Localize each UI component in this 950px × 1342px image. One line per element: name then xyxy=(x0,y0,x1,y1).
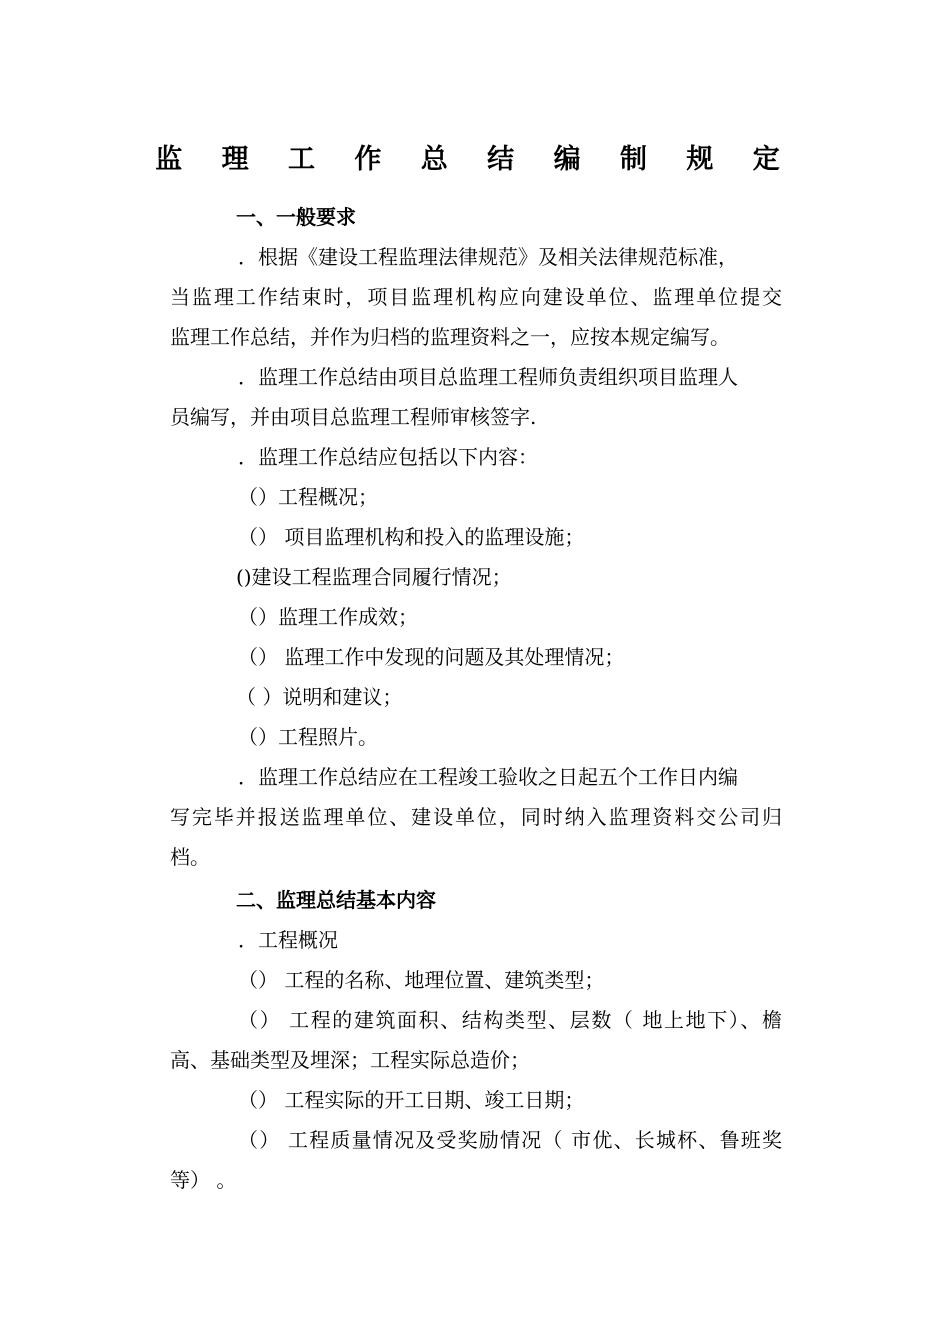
paragraph-line: ．监理工作总结由项目总监理工程师负责组织项目监理人 xyxy=(238,365,738,389)
paragraph-line: 写完毕并报送监理单位、建设单位，同时纳入监理资料交公司归 xyxy=(170,805,782,829)
section-heading-general-requirements: 一、一般要求 xyxy=(236,205,356,229)
list-item: （） 工程质量情况及受奖励情况（ 市优、长城杯、鲁班奖 xyxy=(238,1128,782,1152)
list-item: （）工程概况； xyxy=(238,485,378,509)
document-title: 监 理 工 作 总 结 编 制 规 定 xyxy=(155,144,795,175)
paragraph-line: 监理工作总结，并作为归档的监理资料之一，应按本规定编写。 xyxy=(170,325,730,349)
paragraph-line: ．监理工作总结应在工程竣工验收之日起五个工作日内编 xyxy=(238,765,738,789)
list-item: （）监理工作成效； xyxy=(238,605,418,629)
list-item: （） 项目监理机构和投入的监理设施； xyxy=(238,525,585,549)
paragraph-line: 员编写，并由项目总监理工程师审核签字. xyxy=(170,405,537,429)
list-item: （） 工程实际的开工日期、竣工日期； xyxy=(238,1088,585,1112)
paragraph-line: ．监理工作总结应包括以下内容： xyxy=(238,445,538,469)
paragraph-line: ．工程概况 xyxy=(238,928,338,952)
paragraph-line: 当监理工作结束时，项目监理机构应向建设单位、监理单位提交 xyxy=(170,285,782,309)
list-item: （ ）说明和建议； xyxy=(236,685,403,709)
paragraph-line: 档。 xyxy=(170,845,210,869)
list-item: （） 工程的名称、地理位置、建筑类型； xyxy=(238,968,605,992)
list-item: （） 工程的建筑面积、结构类型、层数（ 地上地下）、檐 xyxy=(238,1008,782,1032)
list-item: ()建设工程监理合同履行情况； xyxy=(236,565,512,589)
list-item-continuation: 高、基础类型及埋深；工程实际总造价； xyxy=(170,1048,530,1072)
list-item: （） 监理工作中发现的问题及其处理情况； xyxy=(238,645,625,669)
section-heading-basic-content: 二、监理总结基本内容 xyxy=(236,888,436,912)
list-item: （）工程照片。 xyxy=(238,725,378,749)
paragraph-line: ．根据《建设工程监理法律规范》及相关法律规范标准， xyxy=(238,245,738,269)
list-item-continuation: 等） 。 xyxy=(170,1168,237,1192)
